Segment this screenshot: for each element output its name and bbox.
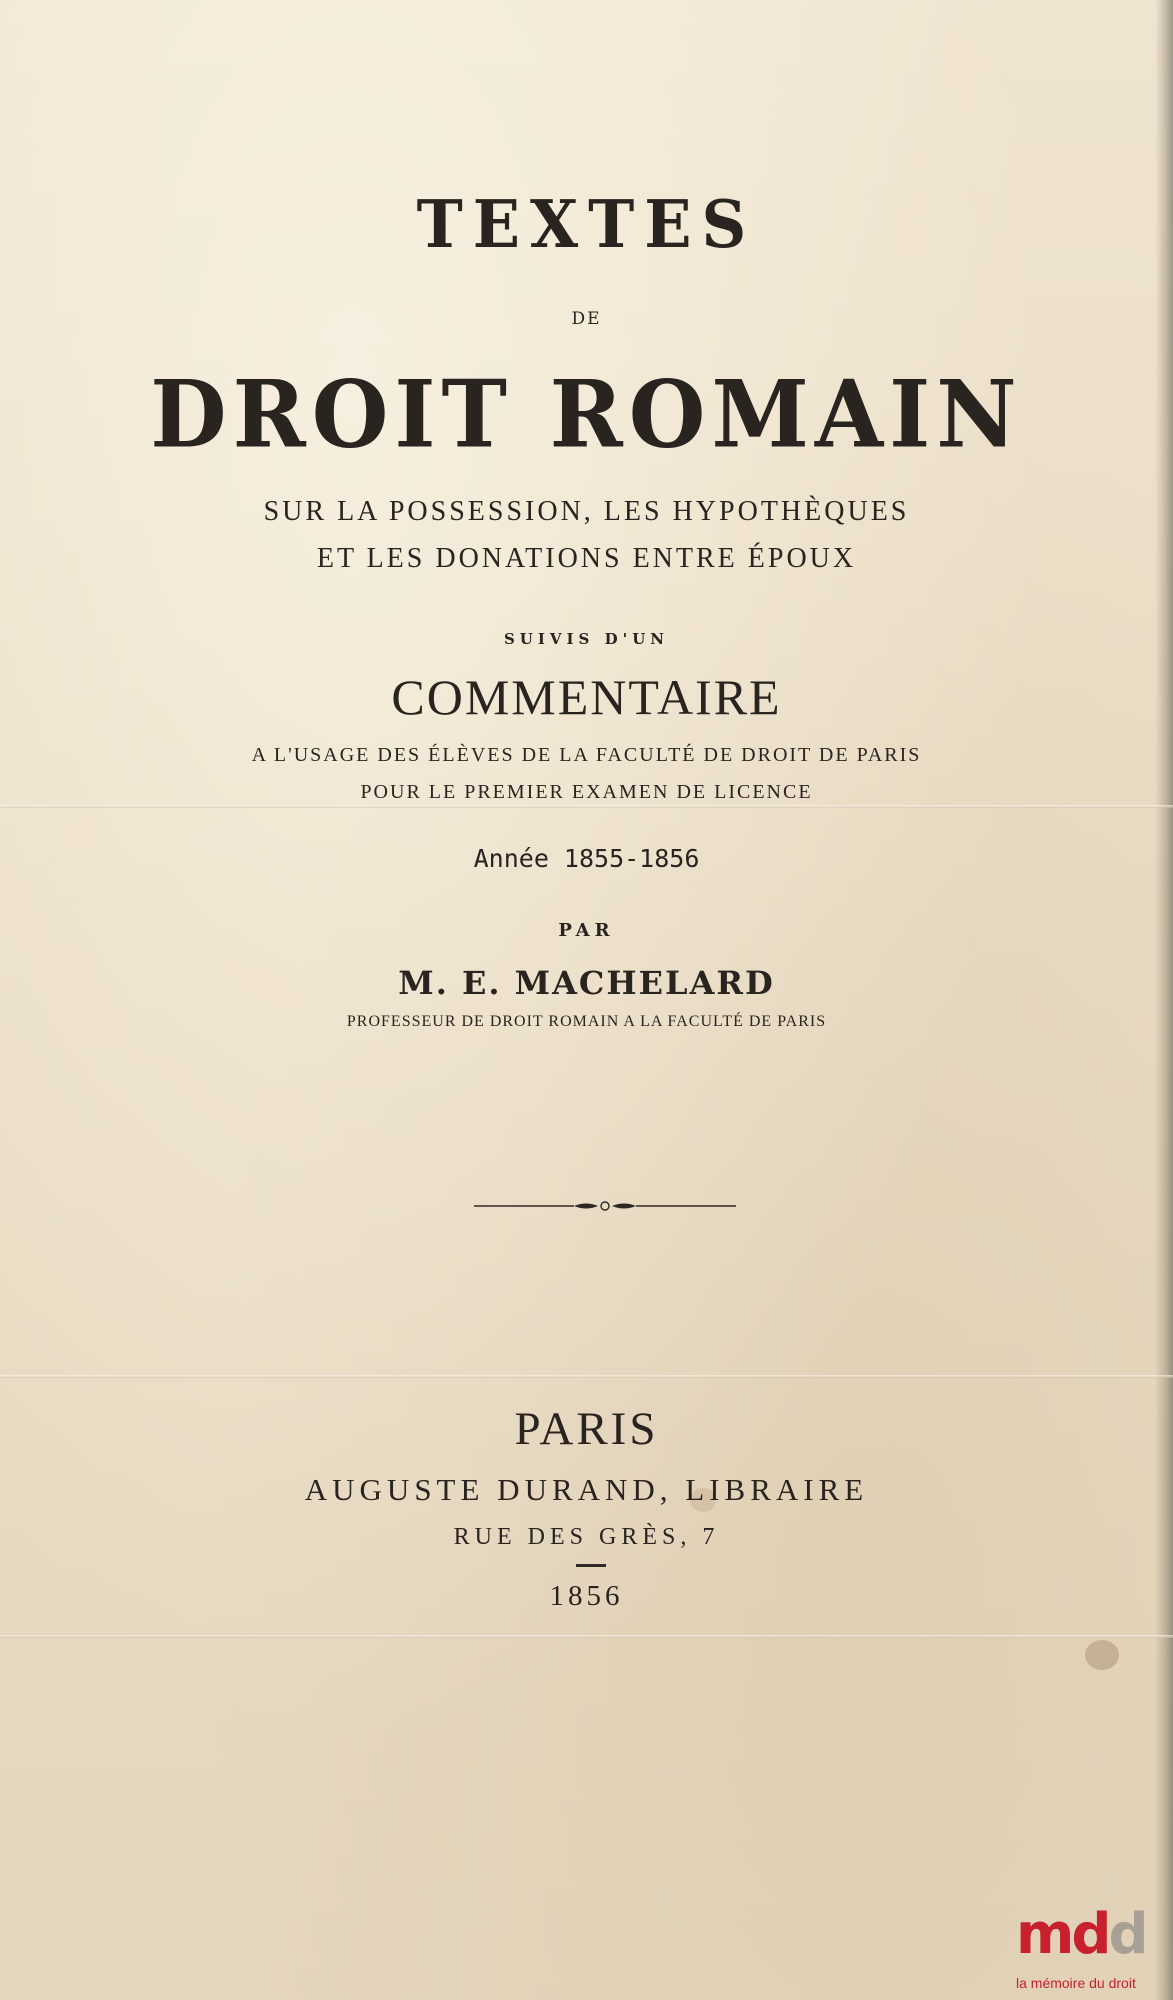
- imprint-city: PARIS: [514, 1403, 659, 1455]
- imprint-address: RUE DES GRÈS, 7: [453, 1524, 720, 1550]
- paper-fold-line: [0, 805, 1173, 808]
- watermark-logo: [1010, 1902, 1173, 2000]
- decorative-rule-ornament: [474, 1196, 736, 1216]
- by-label: PAR: [558, 920, 615, 941]
- foxing-stain: [1085, 1640, 1119, 1670]
- imprint-year: 1856: [549, 1580, 624, 1612]
- book-title: TEXTES: [416, 186, 757, 263]
- usage-line-2: POUR LE PREMIER EXAMEN DE LICENCE: [360, 781, 813, 803]
- title-connector: DE: [571, 309, 602, 329]
- logo-tagline: la mémoire du droit: [1016, 1975, 1136, 1991]
- imprint-publisher: AUGUSTE DURAND, LIBRAIRE: [304, 1472, 869, 1507]
- suivis-text: SUIVIS D'UN: [503, 630, 670, 648]
- commentaire-heading: COMMENTAIRE: [391, 669, 782, 725]
- logo-mark: mdd: [1016, 1902, 1146, 1967]
- author-name: M. E. MACHELARD: [398, 964, 775, 1002]
- subtitle-line-2: ET LES DONATIONS ENTRE ÉPOUX: [316, 543, 857, 574]
- paper-fold-line: [0, 1375, 1173, 1378]
- author-role: PROFESSEUR DE DROIT ROMAIN A LA FACULTÉ DE PARIS: [346, 1013, 827, 1030]
- academic-year: Année 1855-1856: [473, 844, 700, 873]
- separator-dash: [576, 1564, 606, 1567]
- book-main-title: DROIT ROMAIN: [150, 359, 1023, 469]
- paper-fold-line: [0, 1635, 1173, 1638]
- usage-line-1: A L'USAGE DES ÉLÈVES DE LA FACULTÉ DE DROIT DE PARIS: [251, 744, 922, 766]
- subtitle-line-1: SUR LA POSSESSION, LES HYPOTHÈQUES: [263, 496, 910, 527]
